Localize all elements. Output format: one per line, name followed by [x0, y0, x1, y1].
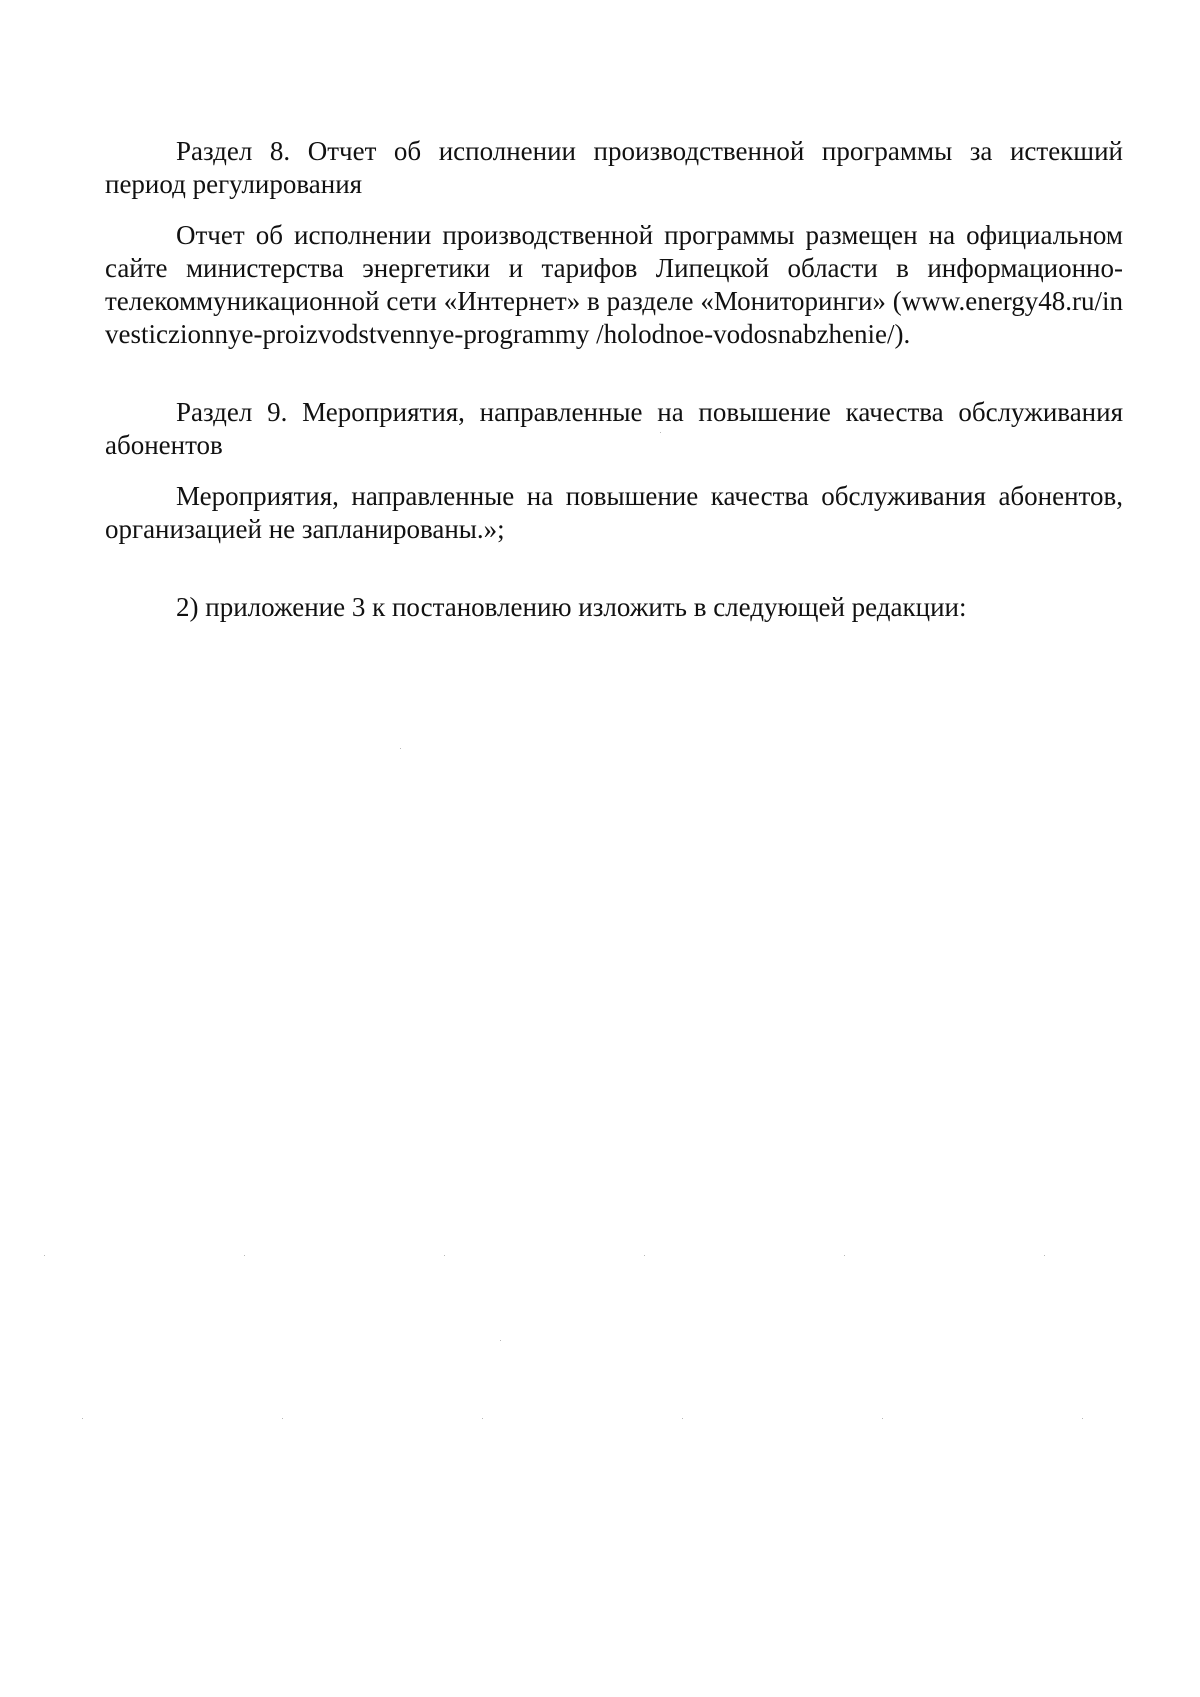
- item-2-text: 2) приложение 3 к постановлению изложить в следующей редакции:: [176, 592, 967, 622]
- scan-speck: [44, 1255, 45, 1256]
- scan-speck: [500, 1340, 501, 1341]
- monitoring-url: (www.energy48.ru/investiczionnye-proizvodstvennye-programmy /holodnoe-vodosnabzhenie/).: [105, 286, 1123, 349]
- scan-speck: [444, 1255, 445, 1256]
- section-8-title: Раздел 8. Отчет об исполнении производственной программы за истекший период регулирования: [105, 136, 1123, 199]
- scan-speck: [660, 432, 661, 433]
- scan-speck: [1044, 1255, 1045, 1256]
- scan-speck: [400, 748, 401, 749]
- section-9-title: Раздел 9. Мероприятия, направленные на повышение качества обслуживания абонентов: [105, 397, 1123, 460]
- scan-speck: [244, 1255, 245, 1256]
- scan-speck: [482, 1418, 483, 1419]
- section-9-body: Мероприятия, направленные на повышение качества обслуживания абонентов, организацией не запланированы.»;: [105, 481, 1123, 544]
- scan-speck: [82, 1418, 83, 1419]
- scan-speck: [882, 1418, 883, 1419]
- scan-speck: [644, 1255, 645, 1256]
- scan-speck: [682, 1418, 683, 1419]
- scan-speck: [282, 1418, 283, 1419]
- document-content: [105, 135, 1123, 624]
- scan-speck: [1082, 1418, 1083, 1419]
- section-8-body: [105, 219, 1123, 351]
- section-8-body-text: Отчет об исполнении производственной программы размещен на официальном сайте министерства энергетики и тарифов Липецкой области в информационно-телекоммуникационной сети «Интернет» в разделе «Мониторинги»: [105, 220, 1123, 316]
- scan-speck: [844, 1255, 845, 1256]
